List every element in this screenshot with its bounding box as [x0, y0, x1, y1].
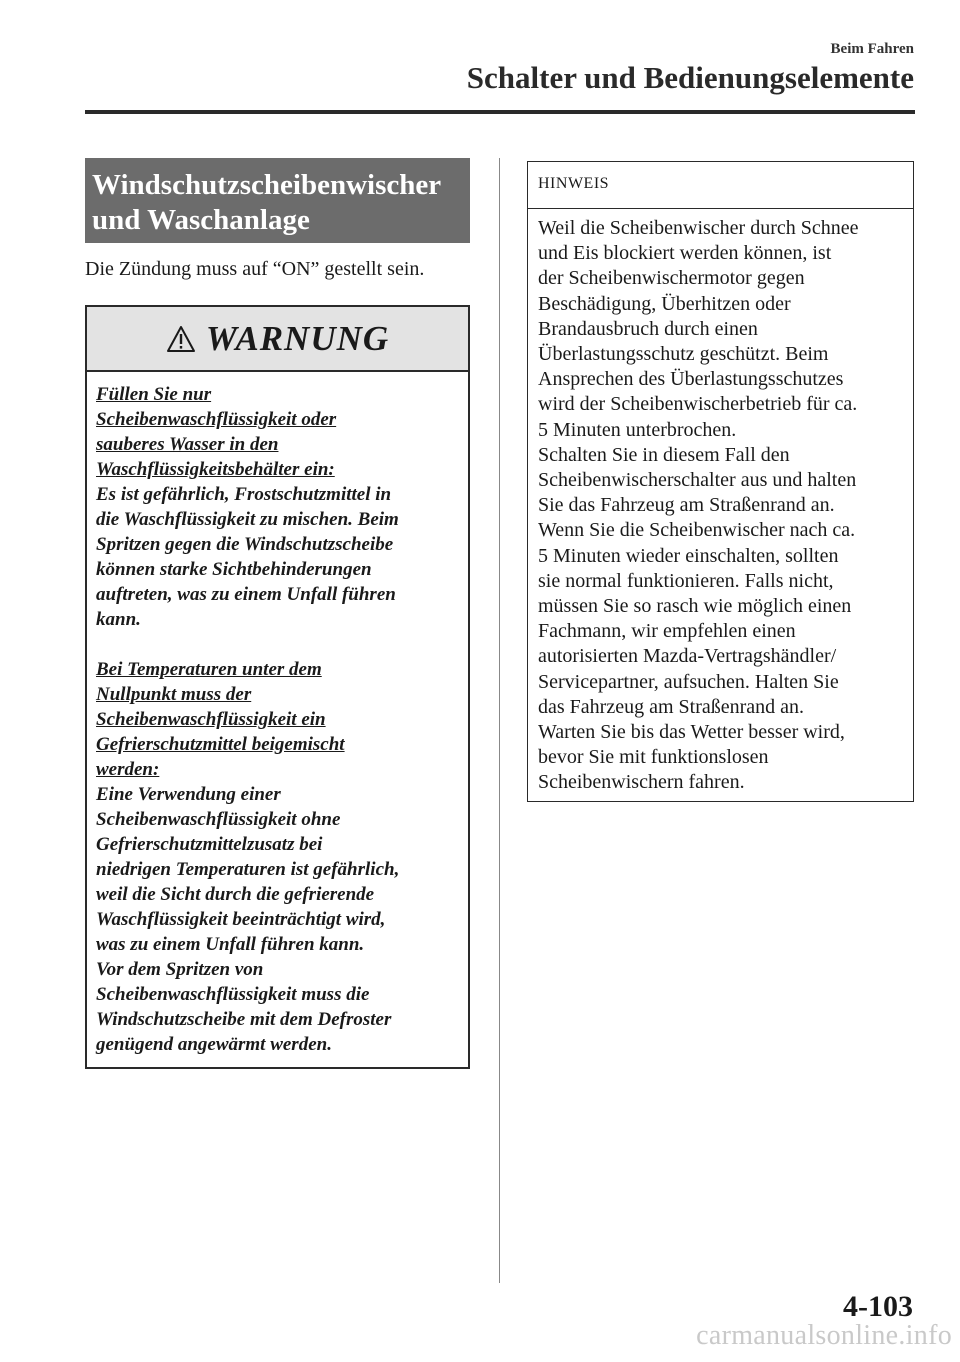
note-body: [528, 209, 913, 796]
warning-subheading-line: Waschflüssigkeitsbehälter ein:: [96, 459, 335, 480]
note-text-line: wird der Scheibenwischerbetrieb für ca.: [538, 393, 858, 416]
warning-subheading-line: sauberes Wasser in den: [96, 434, 279, 455]
note-text-line: Sie das Fahrzeug am Straßenrand an.: [538, 494, 835, 517]
warning-triangle-icon: [166, 325, 196, 353]
note-text-line: der Scheibenwischermotor gegen: [538, 267, 805, 290]
warning-text-line: genügend angewärmt werden.: [96, 1034, 332, 1055]
note-text-line: Beschädigung, Überhitzen oder: [538, 292, 791, 315]
warning-header: [87, 307, 468, 372]
section-heading-line-1: Windschutzscheibenwischer: [92, 169, 442, 201]
header-rule: [85, 110, 915, 114]
note-text-line: Brandausbruch durch einen: [538, 317, 758, 340]
note-text-line: autorisierten Mazda-Vertragshändler/: [538, 645, 837, 668]
column-divider: [499, 158, 500, 1283]
note-text-line: Wenn Sie die Scheibenwischer nach ca.: [538, 519, 856, 542]
note-text-line: Fachmann, wir empfehlen einen: [538, 620, 796, 643]
note-text-line: Servicepartner, aufsuchen. Halten Sie: [538, 670, 839, 693]
warning-title: WARNUNG: [205, 318, 390, 358]
note-text-line: Scheibenwischern fahren.: [538, 771, 745, 794]
warning-text-line: Eine Verwendung einer: [96, 784, 281, 805]
warning-text-line: Spritzen gegen die Windschutzscheibe: [96, 534, 394, 555]
section-heading-line-2: und Waschanlage: [92, 204, 310, 236]
warning-text-line: Waschflüssigkeit beeinträchtigt wird,: [96, 909, 386, 930]
note-text-line: Weil die Scheibenwischer durch Schnee: [538, 217, 859, 239]
note-box: [527, 161, 914, 802]
warning-text-line: Gefrierschutzmittelzusatz bei: [96, 834, 323, 855]
section-heading: [85, 158, 470, 243]
note-text-line: bevor Sie mit funktionslosen: [538, 746, 769, 769]
note-text-line: 5 Minuten wieder einschalten, sollten: [538, 544, 839, 567]
note-text-line: Schalten Sie in diesem Fall den: [538, 443, 790, 466]
note-text-line: sie normal funktionieren. Falls nicht,: [538, 569, 834, 592]
intro-text: Die Zündung muss auf “ON” gestellt sein.: [85, 258, 425, 280]
note-text-line: Warten Sie bis das Wetter besser wird,: [538, 721, 845, 744]
warning-text-line: Windschutzscheibe mit dem Defroster: [96, 1009, 392, 1030]
warning-subheading-line: Scheibenwaschflüssigkeit ein: [96, 709, 326, 730]
warning-subheading-line: Scheibenwaschflüssigkeit oder: [96, 409, 337, 430]
warning-body: [87, 372, 468, 1057]
warning-text-line: Es ist gefährlich, Frostschutzmittel in: [96, 484, 392, 505]
note-text-line: und Eis blockiert werden können, ist: [538, 242, 832, 265]
warning-subheading-line: Gefrierschutzmittel beigemischt: [96, 734, 345, 755]
section-label: Beim Fahren: [830, 41, 914, 57]
warning-text-line: weil die Sicht durch die gefrierende: [96, 884, 375, 905]
warning-text-line: niedrigen Temperaturen ist gefährlich,: [96, 859, 400, 880]
note-text-line: Überlastungsschutz geschützt. Beim: [538, 343, 829, 366]
warning-box: [85, 305, 470, 1069]
note-header: HINWEIS: [528, 162, 913, 209]
warning-text-line: kann.: [96, 609, 141, 630]
paragraph-gap: [96, 632, 460, 657]
warning-text-line: was zu einem Unfall führen kann.: [96, 934, 365, 955]
note-text-line: Scheibenwischerschalter aus und halten: [538, 469, 857, 492]
page-number: 4-103: [843, 1290, 913, 1323]
note-text-line: 5 Minuten unterbrochen.: [538, 418, 737, 441]
warning-subheading-line: Bei Temperaturen unter dem: [96, 659, 322, 680]
warning-text-line: Scheibenwaschflüssigkeit muss die: [96, 984, 370, 1005]
warning-text-line: können starke Sichtbehinderungen: [96, 559, 372, 580]
warning-text-line: Scheibenwaschflüssigkeit ohne: [96, 809, 341, 830]
warning-subheading-line: Füllen Sie nur: [96, 384, 212, 405]
warning-subheading-line: werden:: [96, 759, 160, 780]
watermark: carmanualsonline.info: [696, 1320, 952, 1351]
chapter-title: Schalter und Bedienungselemente: [466, 60, 914, 95]
warning-subheading-line: Nullpunkt muss der: [96, 684, 252, 705]
note-text-line: Ansprechen des Überlastungsschutzes: [538, 368, 844, 391]
warning-text-line: Vor dem Spritzen von: [96, 959, 264, 980]
warning-text-line: die Waschflüssigkeit zu mischen. Beim: [96, 509, 399, 530]
warning-text-line: auftreten, was zu einem Unfall führen: [96, 584, 396, 605]
note-text-line: müssen Sie so rasch wie möglich einen: [538, 595, 852, 618]
note-text-line: das Fahrzeug am Straßenrand an.: [538, 695, 805, 718]
